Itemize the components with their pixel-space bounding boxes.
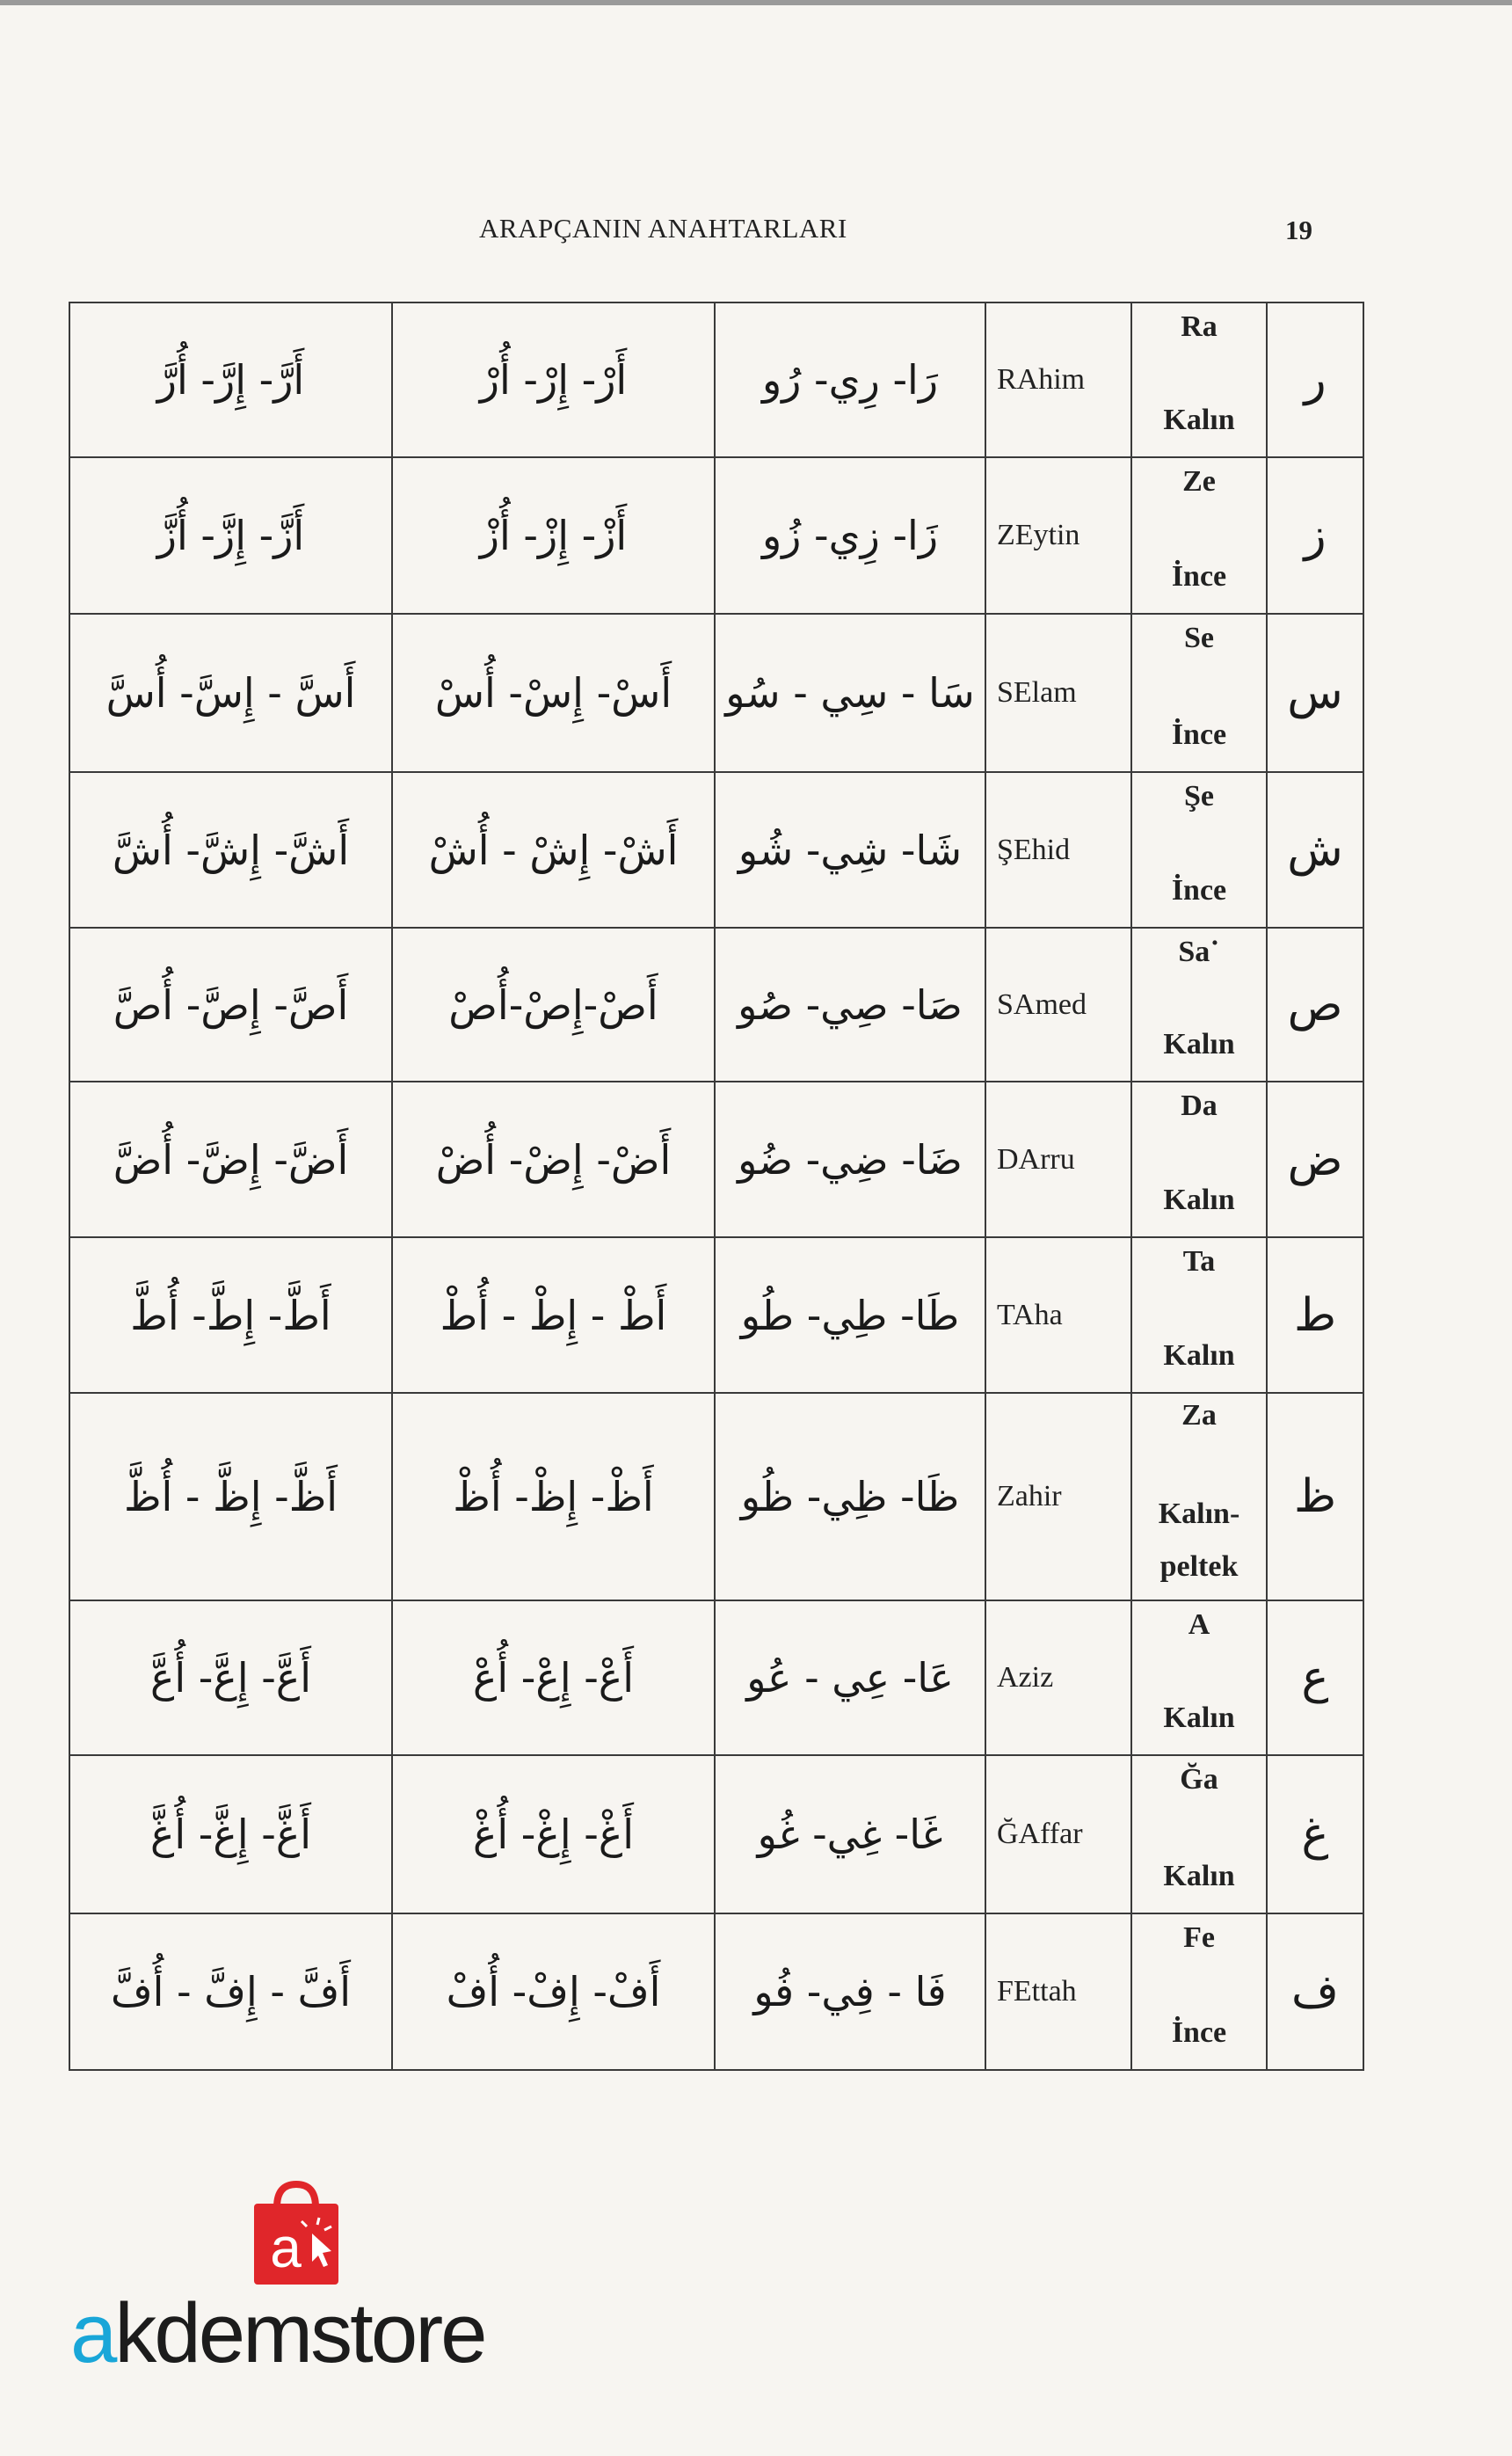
page-top-edge bbox=[0, 0, 1512, 5]
logo-icon-letter: a bbox=[270, 2216, 302, 2279]
arabic-letter-cell: ز bbox=[1267, 457, 1363, 614]
shadda-syllables-cell: أَطَّ- إِطَّ- أُطَّ bbox=[69, 1237, 392, 1393]
sukun-syllables-cell: أَعْ- إِعْ- أُعْ bbox=[392, 1600, 715, 1755]
letter-name: Şe bbox=[1184, 780, 1214, 813]
letter-name-cell bbox=[1131, 928, 1267, 1082]
logo-wordmark-rest: kdemstore bbox=[114, 2286, 485, 2380]
letter-table bbox=[69, 302, 1364, 2071]
example-word-cell: ŞEhid bbox=[985, 772, 1131, 928]
letter-quality: İnce bbox=[1171, 2016, 1227, 2050]
shadda-syllables-cell: أَشَّ- إِشَّ- أُشَّ bbox=[69, 772, 392, 928]
example-word-cell: RAhim bbox=[985, 302, 1131, 457]
long-vowel-syllables-cell: صَا- صِي- صُو bbox=[715, 928, 985, 1082]
sukun-syllables-cell: أَسْ- إِسْ- أُسْ bbox=[392, 614, 715, 772]
table-row bbox=[69, 1600, 1363, 1755]
long-vowel-syllables-cell: طَا- طِي- طُو bbox=[715, 1237, 985, 1393]
letter-name-cell bbox=[1131, 1237, 1267, 1393]
letter-name: Ra bbox=[1181, 310, 1218, 343]
long-vowel-syllables-cell: سَا - سِي - سُو bbox=[715, 614, 985, 772]
table-row bbox=[69, 614, 1363, 772]
example-word-cell: SElam bbox=[985, 614, 1131, 772]
letter-name-cell bbox=[1131, 772, 1267, 928]
letter-quality: Kalın bbox=[1163, 1860, 1235, 1893]
sukun-syllables-cell: أَظْ- إِظْ- أُظْ bbox=[392, 1393, 715, 1600]
shadda-syllables-cell: أَرَّ- إِرَّ- أُرَّ bbox=[69, 302, 392, 457]
table-row bbox=[69, 1913, 1363, 2070]
page-number: 19 bbox=[1285, 215, 1312, 245]
arabic-letter-cell: ص bbox=[1267, 928, 1363, 1082]
shadda-syllables-cell: أَسَّ - إِسَّ- أُسَّ bbox=[69, 614, 392, 772]
sukun-syllables-cell: أَشْ- إِشْ - أُشْ bbox=[392, 772, 715, 928]
letter-quality: Kalın bbox=[1163, 1339, 1235, 1373]
letter-name: Ğa bbox=[1180, 1763, 1218, 1796]
shadda-syllables-cell: أَعَّ- إِعَّ- أُعَّ bbox=[69, 1600, 392, 1755]
shopping-bag-icon bbox=[251, 2181, 342, 2288]
logo-wordmark-accent: a bbox=[70, 2286, 115, 2380]
letter-name: Za bbox=[1181, 1399, 1217, 1432]
letter-quality bbox=[1132, 1488, 1266, 1592]
letter-name-cell bbox=[1131, 614, 1267, 772]
shadda-syllables-cell: أَضَّ- إِضَّ- أُضَّ bbox=[69, 1082, 392, 1237]
table-row bbox=[69, 457, 1363, 614]
table-row bbox=[69, 1393, 1363, 1600]
letter-quality: İnce bbox=[1171, 874, 1227, 907]
letter-quality: Kalın bbox=[1163, 404, 1235, 437]
akdemstore-logo bbox=[70, 2181, 563, 2383]
table-row bbox=[69, 1755, 1363, 1913]
arabic-letter-cell: س bbox=[1267, 614, 1363, 772]
letter-quality-line: Kalın- bbox=[1158, 1498, 1240, 1530]
example-word-cell: DArru bbox=[985, 1082, 1131, 1237]
arabic-letter-cell: ش bbox=[1267, 772, 1363, 928]
letter-quality: İnce bbox=[1171, 718, 1227, 752]
letter-quality-line: peltek bbox=[1159, 1549, 1239, 1583]
table-row bbox=[69, 302, 1363, 457]
example-word-cell: Zahir bbox=[985, 1393, 1131, 1600]
example-word-cell: Aziz bbox=[985, 1600, 1131, 1755]
example-word-cell: ZEytin bbox=[985, 457, 1131, 614]
letter-quality: Kalın bbox=[1163, 1028, 1235, 1061]
letter-name: Se bbox=[1184, 622, 1214, 654]
sukun-syllables-cell: أَطْ - إِطْ - أُطْ bbox=[392, 1237, 715, 1393]
shadda-syllables-cell: أَفَّ - إِفَّ - أُفَّ bbox=[69, 1913, 392, 2070]
letter-name-cell bbox=[1131, 1082, 1267, 1237]
letter-quality: Kalın bbox=[1163, 1184, 1235, 1217]
sukun-syllables-cell: أَضْ- إِضْ- أُضْ bbox=[392, 1082, 715, 1237]
example-word-cell: TAha bbox=[985, 1237, 1131, 1393]
long-vowel-syllables-cell: شَا- شِي- شُو bbox=[715, 772, 985, 928]
letter-name-cell bbox=[1131, 457, 1267, 614]
letter-name-cell bbox=[1131, 1913, 1267, 2070]
table-row bbox=[69, 928, 1363, 1082]
arabic-letter-cell: ع bbox=[1267, 1600, 1363, 1755]
letter-name: Ze bbox=[1182, 465, 1216, 498]
running-header-title: ARAPÇANIN ANAHTARLARI bbox=[479, 213, 847, 244]
sukun-syllables-cell: أَغْ- إِغْ- أُغْ bbox=[392, 1755, 715, 1913]
letter-name: Sa˙ bbox=[1178, 936, 1220, 968]
shadda-syllables-cell: أَزَّ- إِزَّ- أُزَّ bbox=[69, 457, 392, 614]
long-vowel-syllables-cell: ظَا- ظِي- ظُو bbox=[715, 1393, 985, 1600]
shadda-syllables-cell: أَظَّ- إِظَّ - أُظَّ bbox=[69, 1393, 392, 1600]
sukun-syllables-cell: أَصْ-إِصْ-أُصْ bbox=[392, 928, 715, 1082]
shadda-syllables-cell: أَغَّ- إِغَّ- أُغَّ bbox=[69, 1755, 392, 1913]
table-row bbox=[69, 1237, 1363, 1393]
sukun-syllables-cell: أَرْ- إِرْ- أُرْ bbox=[392, 302, 715, 457]
example-word-cell: ĞAffar bbox=[985, 1755, 1131, 1913]
letter-name-cell bbox=[1131, 302, 1267, 457]
long-vowel-syllables-cell: عَا- عِي - عُو bbox=[715, 1600, 985, 1755]
long-vowel-syllables-cell: فَا - فِي- فُو bbox=[715, 1913, 985, 2070]
arabic-letter-cell: غ bbox=[1267, 1755, 1363, 1913]
long-vowel-syllables-cell: رَا- رِي- رُو bbox=[715, 302, 985, 457]
sukun-syllables-cell: أَزْ- إِزْ- أُزْ bbox=[392, 457, 715, 614]
long-vowel-syllables-cell: ضَا- ضِي- ضُو bbox=[715, 1082, 985, 1237]
letter-name-cell bbox=[1131, 1393, 1267, 1600]
letter-quality: Kalın bbox=[1163, 1702, 1235, 1735]
letter-name: A bbox=[1188, 1608, 1210, 1641]
letter-name-cell bbox=[1131, 1755, 1267, 1913]
example-word-cell: SAmed bbox=[985, 928, 1131, 1082]
long-vowel-syllables-cell: زَا- زِي- زُو bbox=[715, 457, 985, 614]
logo-wordmark bbox=[70, 2286, 485, 2380]
arabic-letter-cell: ض bbox=[1267, 1082, 1363, 1237]
example-word-cell: FEttah bbox=[985, 1913, 1131, 2070]
letter-name-cell bbox=[1131, 1600, 1267, 1755]
letter-quality: İnce bbox=[1171, 560, 1227, 594]
long-vowel-syllables-cell: غَا- غِي- غُو bbox=[715, 1755, 985, 1913]
arabic-letter-cell: ف bbox=[1267, 1913, 1363, 2070]
table-row bbox=[69, 1082, 1363, 1237]
letter-name: Fe bbox=[1183, 1921, 1215, 1954]
letter-name: Da bbox=[1181, 1090, 1218, 1122]
arabic-letter-cell: ط bbox=[1267, 1237, 1363, 1393]
shadda-syllables-cell: أَصَّ- إِصَّ- أُصَّ bbox=[69, 928, 392, 1082]
table-row bbox=[69, 772, 1363, 928]
arabic-letter-cell: ظ bbox=[1267, 1393, 1363, 1600]
arabic-letter-cell: ر bbox=[1267, 302, 1363, 457]
letter-name: Ta bbox=[1182, 1245, 1216, 1278]
sukun-syllables-cell: أَفْ- إِفْ- أُفْ bbox=[392, 1913, 715, 2070]
